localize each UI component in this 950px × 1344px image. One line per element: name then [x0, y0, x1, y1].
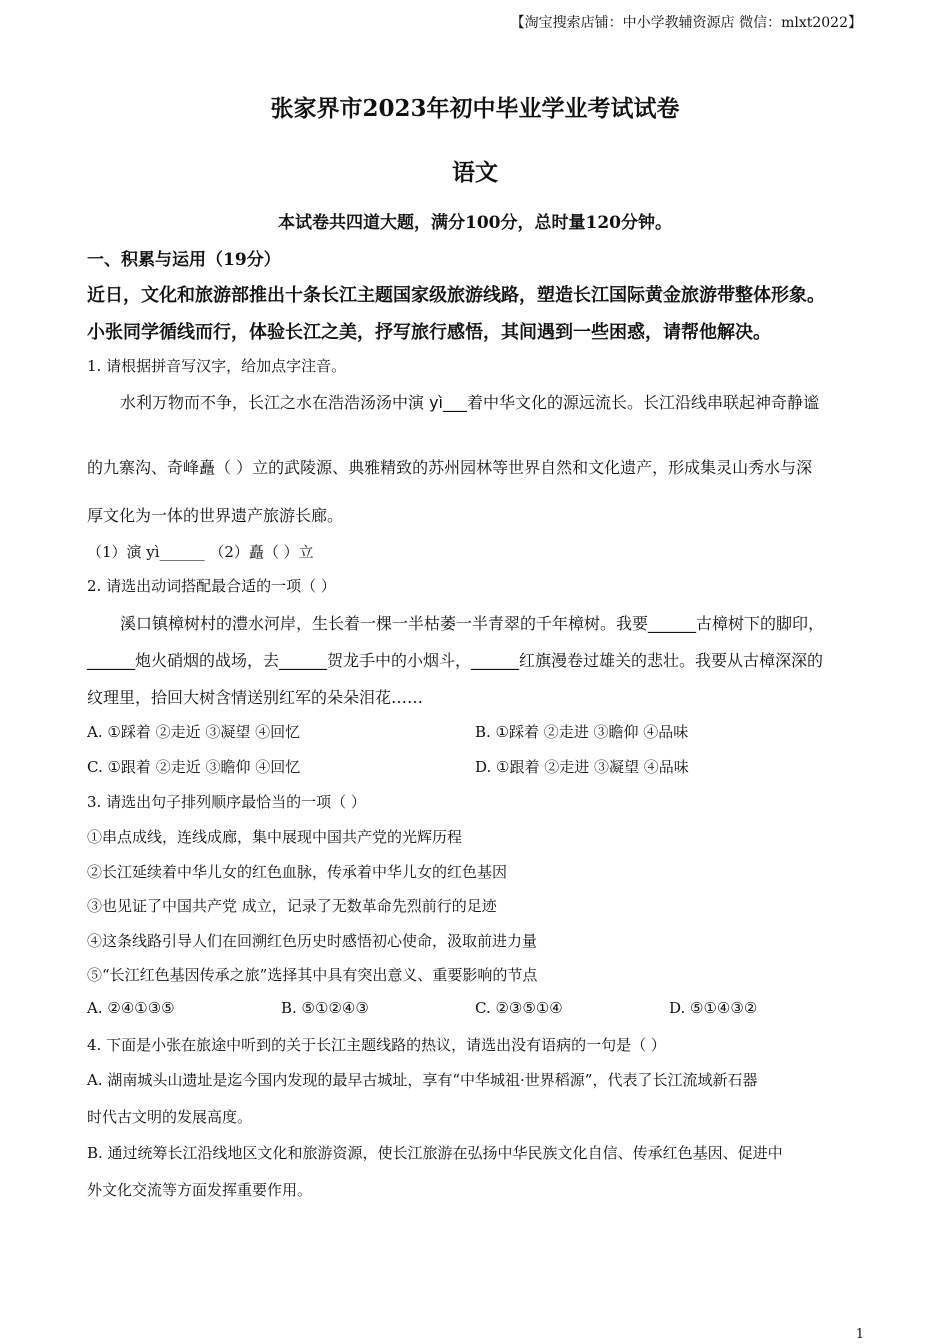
intro-line: 小张同学循线而行，体验长江之美，抒写旅行感悟，其间遇到一些困惑，请帮他解决。: [87, 322, 771, 343]
q4-option-b-line: B. 通过统筹长江沿线地区文化和旅游资源，使长江旅游在弘扬中华民族文化自信、传承红色基因、促进中: [87, 1144, 783, 1162]
q2-passage-line: ______炮火硝烟的战场，去______贺龙手中的小烟斗，______红旗漫卷过雄关的悲壮。我要从古樟深深的: [87, 651, 824, 670]
q3-option-c: C. ②③⑤①④: [475, 999, 563, 1017]
q2-option-c: C. ①跟着 ②走近 ③瞻仰 ④回忆: [87, 758, 301, 776]
q4-option-a-line: A. 湖南城头山遗址是迄今国内发现的最早古城址，享有“中华城祖·世界稻源”，代表了长江流域新石器: [87, 1071, 758, 1089]
q3-sentence: ①串点成线，连线成廊，集中展现中国共产党的光辉历程: [87, 828, 463, 846]
section-heading: 一、积累与运用（19分）: [87, 250, 281, 270]
question-4-stem: 4. 下面是小张在旅途中听到的关于长江主题线路的热议，请选出没有语病的一句是（ ）: [87, 1036, 666, 1054]
q3-option-a: A. ②④①③⑤: [87, 999, 175, 1017]
q1-passage-line: 厚文化为一体的世界遗产旅游长廊。: [87, 506, 344, 525]
q1-passage-line: 水利万物而不争，长江之水在浩浩汤汤中演 yì___着中华文化的源远流长。长江沿线串联起神奇静谧: [120, 393, 820, 412]
q4-option-a-line: 时代古文明的发展高度。: [87, 1108, 253, 1126]
q2-option-d: D. ①跟着 ②走进 ③凝望 ④品味: [475, 758, 689, 776]
question-1-stem: 1. 请根据拼音写汉字，给加点字注音。: [87, 357, 347, 375]
exam-title: 张家界市2023年初中毕业学业考试试卷: [270, 95, 680, 122]
q2-option-b: B. ①踩着 ②走进 ③瞻仰 ④品味: [475, 723, 689, 741]
q3-option-d: D. ⑤①④③②: [669, 999, 758, 1017]
q2-option-a: A. ①踩着 ②走近 ③凝望 ④回忆: [87, 723, 301, 741]
q3-option-b: B. ⑤①②④③: [281, 999, 369, 1017]
subject-title: 语文: [452, 159, 498, 186]
q4-option-b-line: 外文化交流等方面发挥重要作用。: [87, 1181, 313, 1199]
q1-answer-blanks: （1）演 yì______ （2）矗（ ）立: [87, 543, 314, 561]
q3-sentence: ③也见证了中国共产党 成立，记录了无数革命先烈前行的足迹: [87, 897, 497, 915]
header-note: 【淘宝搜索店铺：中小学教辅资源店 微信：mlxt2022】: [510, 15, 862, 31]
q1-passage-line: 的九寨沟、奇峰矗（ ）立的武陵源、典雅精致的苏州园林等世界自然和文化遗产，形成集灵山秀水与深: [87, 458, 813, 477]
question-2-stem: 2. 请选出动词搭配最合适的一项（ ）: [87, 577, 336, 595]
intro-line: 近日，文化和旅游部推出十条长江主题国家级旅游线路，塑造长江国际黄金旅游带整体形象。: [87, 285, 825, 306]
q2-passage-line: 溪口镇樟树村的澧水河岸，生长着一棵一半枯萎一半青翠的千年樟树。我要______古樟树下的脚印，: [120, 614, 825, 633]
question-3-stem: 3. 请选出句子排列顺序最恰当的一项（ ）: [87, 793, 366, 811]
q3-sentence: ②长江延续着中华儿女的红色血脉，传承着中华儿女的红色基因: [87, 863, 508, 881]
q3-sentence: ④这条线路引导人们在回溯红色历史时感悟初心使命，汲取前进力量: [87, 932, 538, 950]
q3-sentence: ⑤“长江红色基因传承之旅”选择其中具有突出意义、重要影响的节点: [87, 966, 538, 984]
page-number: 1: [855, 1327, 864, 1342]
exam-note: 本试卷共四道大题，满分100分，总时量120分钟。: [278, 213, 672, 233]
q2-passage-line: 纹理里，拾回大树含情送别红军的朵朵泪花……: [87, 688, 424, 707]
